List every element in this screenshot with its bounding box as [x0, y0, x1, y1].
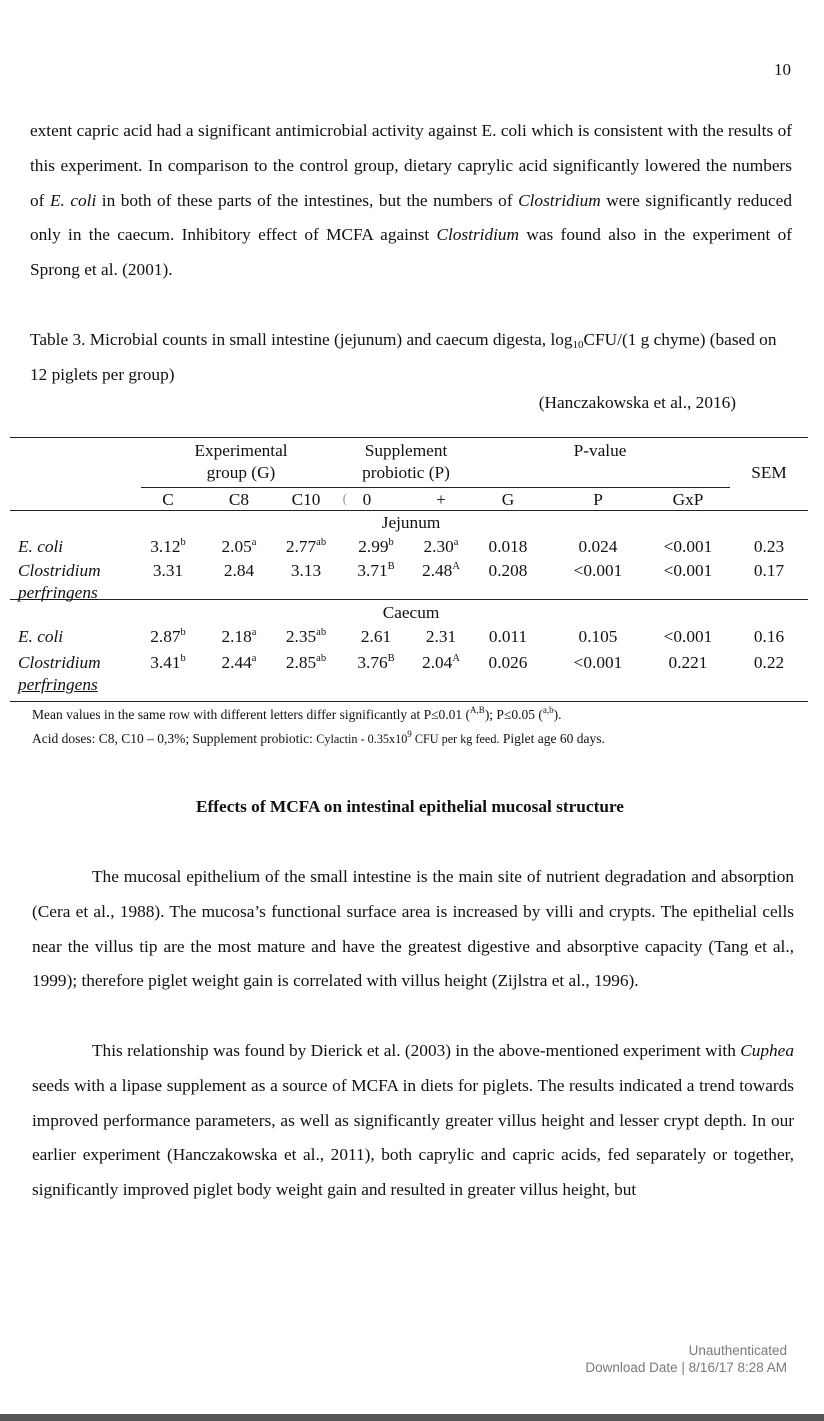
table-cell: [468, 560, 548, 582]
download-date: Download Date | 8/16/17 8:28 AM: [585, 1360, 787, 1375]
cell-value: <0.001: [573, 561, 623, 580]
paragraph-text: extent capric acid had a significant antimicrobial activity against E. coli which is consistent with the results of this experiment. In comparison to the control group, dietary caprylic acid significantly lowered the numbers of: [30, 121, 792, 210]
cell-value: 0.17: [753, 561, 785, 580]
header-line: Supplement: [364, 441, 448, 460]
row-label-line: Clostridium: [18, 561, 101, 580]
header-line: Experimental: [194, 441, 288, 460]
footnote-text: ); P≤0.05 (: [484, 707, 543, 722]
cell-value: 3.13: [290, 561, 322, 580]
table-cell: [558, 652, 638, 674]
row-label: [18, 626, 63, 648]
footnote-sup: a,b: [542, 705, 554, 715]
table-caption: [30, 322, 790, 392]
cell-value: 2.77: [285, 537, 317, 556]
table-cell: [729, 536, 809, 558]
column-header-plus: +: [436, 490, 446, 509]
cell-value: 0.208: [488, 561, 528, 580]
auth-status: Unauthenticated: [688, 1343, 787, 1358]
caption-subscript: 10: [572, 339, 584, 351]
paragraph-text: were significantly reduced only in the caecum. Inhibitory effect of MCFA against: [30, 190, 792, 245]
cell-value: 2.48: [422, 561, 453, 580]
paragraph-text: This relationship was found by Dierick et al. (2003) in the above-mentioned experiment with: [92, 1041, 741, 1060]
row-label-line: perfringens: [18, 675, 98, 694]
cell-value: 0.16: [753, 627, 785, 646]
column-header-p: P: [593, 490, 603, 509]
table-cell: [648, 626, 728, 648]
table-cell: [558, 536, 638, 558]
significance-letter: ab: [316, 627, 327, 638]
significance-letter: b: [180, 537, 186, 548]
cell-value: 2.05: [221, 537, 252, 556]
cell-value: 2.84: [223, 561, 255, 580]
cell-value: 0.23: [753, 537, 785, 556]
table-group-rule: [141, 487, 730, 488]
table-cell: [558, 626, 638, 648]
significance-letter: b: [388, 537, 394, 548]
header-p-value: P-value: [573, 441, 627, 460]
cell-value: 0.221: [668, 653, 708, 672]
table-cell: [648, 560, 728, 582]
paragraph-italic: Clostridium: [518, 190, 601, 210]
column-header-c8: C8: [228, 490, 250, 509]
paragraph-italic: Cuphea: [740, 1041, 794, 1060]
significance-letter: ab: [316, 537, 327, 548]
column-header-artifact: (: [342, 492, 348, 507]
paragraph-text: in both of these parts of the intestines, but the numbers of: [96, 190, 519, 210]
footnote-text: ).: [553, 707, 562, 722]
table-cell: [266, 536, 346, 558]
paragraph-antimicrobial: [30, 114, 792, 288]
significance-letter: a: [251, 627, 257, 638]
table-cell: [648, 536, 728, 558]
table-cell: [266, 560, 346, 582]
table-section-rule: [10, 599, 808, 600]
column-header-gxp: GxP: [672, 490, 704, 509]
row-label-line: Clostridium: [18, 653, 101, 672]
table-cell: [128, 560, 208, 582]
table-cell: [468, 652, 548, 674]
cell-value: 2.35: [285, 627, 317, 646]
row-label: [18, 560, 101, 604]
column-header-g: G: [501, 490, 515, 509]
column-header-0: 0: [362, 490, 372, 509]
table-cell: [266, 652, 346, 674]
cell-value: 3.12: [150, 537, 181, 556]
table-cell: [729, 652, 809, 674]
footnote-sup: A,B: [470, 705, 485, 715]
significance-letter: A: [452, 561, 460, 572]
table-cell: [128, 626, 208, 648]
row-label: [18, 652, 101, 696]
cell-value: 2.44: [221, 653, 252, 672]
significance-letter: B: [387, 561, 395, 572]
table-cell: [266, 626, 346, 648]
table-top-rule: [10, 437, 808, 438]
paragraph-text: seeds with a lipase supplement as a source of MCFA in diets for piglets. The results indicated a trend towards improved performance parameters, as well as significantly greater villus height and lesser crypt depth. In our earlier experiment (Hanczakowska et al., 2011), both caprylic and capric acids, fed separately or together, significantly improved piglet body weight gain and resulted in greater villus height, but: [32, 1075, 794, 1200]
cell-value: 0.105: [578, 627, 618, 646]
table-cell: [468, 536, 548, 558]
footnote-sup: 9: [407, 729, 412, 739]
caption-text-suffix: CFU/(1 g chyme) (based on 12 piglets per group): [30, 330, 777, 384]
cell-value: 0.024: [578, 537, 618, 556]
significance-letter: a: [251, 653, 257, 664]
column-header-c: C: [162, 490, 174, 509]
header-sem: SEM: [751, 463, 787, 482]
table-cell: [128, 536, 208, 558]
paragraph-italic: Clostridium: [436, 225, 520, 245]
row-label-line: E. coli: [18, 537, 64, 556]
cell-value: 3.71: [357, 561, 388, 580]
table-cell: [128, 652, 208, 674]
cell-value: <0.001: [663, 627, 713, 646]
paragraph-italic: E. coli: [49, 190, 97, 210]
footnote-text: Mean values in the same row with different letters differ significantly at P≤0.01 (: [32, 707, 471, 722]
significance-letter: b: [180, 627, 186, 638]
cell-value: 2.04: [422, 653, 453, 672]
cell-value: 2.99: [358, 537, 389, 556]
significance-letter: a: [453, 537, 459, 548]
section-label-caecum: Caecum: [382, 603, 440, 622]
cell-value: 2.31: [425, 627, 457, 646]
row-label-line: E. coli: [18, 627, 64, 646]
table-bottom-rule: [10, 701, 808, 702]
significance-letter: ab: [316, 653, 327, 664]
cell-value: 2.85: [285, 653, 317, 672]
table-source: (Hanczakowska et al., 2016): [538, 393, 736, 412]
header-line: group (G): [206, 463, 276, 482]
significance-letter: b: [180, 653, 186, 664]
cell-value: 0.22: [753, 653, 785, 672]
cell-value: 3.31: [152, 561, 184, 580]
row-label-line: perfringens: [18, 583, 98, 602]
page-number: 10: [774, 60, 791, 79]
paragraph-mucosal-epithelium: [32, 860, 794, 999]
cell-value: 3.76: [357, 653, 388, 672]
header-line: probiotic (P): [362, 463, 450, 482]
section-heading: Effects of MCFA on intestinal epithelial mucosal structure: [196, 797, 624, 816]
cell-value: <0.001: [573, 653, 623, 672]
paragraph-relationship: [32, 1034, 794, 1208]
footnote-doses: [32, 731, 605, 747]
cell-value: 0.026: [488, 653, 528, 672]
header-experimental-group: [141, 440, 341, 484]
footnote-significance: [32, 707, 561, 723]
row-label: [18, 536, 63, 558]
table-cell: [468, 626, 548, 648]
cell-value: 2.18: [221, 627, 252, 646]
cell-value: <0.001: [663, 561, 713, 580]
cell-value: 2.87: [150, 627, 181, 646]
cell-value: 2.61: [360, 627, 392, 646]
footnote-text: Piglet age 60 days.: [499, 731, 605, 746]
significance-letter: B: [387, 653, 395, 664]
footnote-text: CFU per kg feed.: [411, 732, 500, 746]
footnote-text: Acid doses: C8, C10 – 0,3%; Supplement probiotic:: [32, 731, 317, 746]
cell-value: 2.30: [423, 537, 454, 556]
cell-value: <0.001: [663, 537, 713, 556]
cell-value: 3.41: [150, 653, 181, 672]
viewer-bottom-bar: [0, 1414, 824, 1421]
cell-value: 0.018: [488, 537, 528, 556]
table-cell: [729, 626, 809, 648]
caption-text: Table 3. Microbial counts in small intestine (jejunum) and caecum digesta, log: [30, 330, 573, 349]
significance-letter: A: [452, 653, 460, 664]
table-cell: [558, 560, 638, 582]
significance-letter: a: [251, 537, 257, 548]
table-cell: [729, 560, 809, 582]
cell-value: 0.011: [488, 627, 528, 646]
header-supplement-probiotic: [337, 440, 475, 484]
section-label-jejunum: Jejunum: [381, 513, 441, 532]
paragraph-text: The mucosal epithelium of the small intestine is the main site of nutrient degradation and absorption (Cera et al., 1988). The mucosa’s functional surface area is increased by villi and crypts. The epithelial cells near the villus tip are the most mature and have the greatest digestive and absorptive capacity (Tang et al., 1999); therefore piglet weight gain is correlated with villus height (Zijlstra et al., 1996).: [32, 867, 794, 991]
column-header-c10: C10: [291, 490, 321, 509]
paragraph-text: was found also in the experiment of Sprong et al. (2001).: [30, 225, 792, 280]
table-cell: [648, 652, 728, 674]
footnote-text: Cylactin - 0.35x10: [316, 732, 408, 746]
